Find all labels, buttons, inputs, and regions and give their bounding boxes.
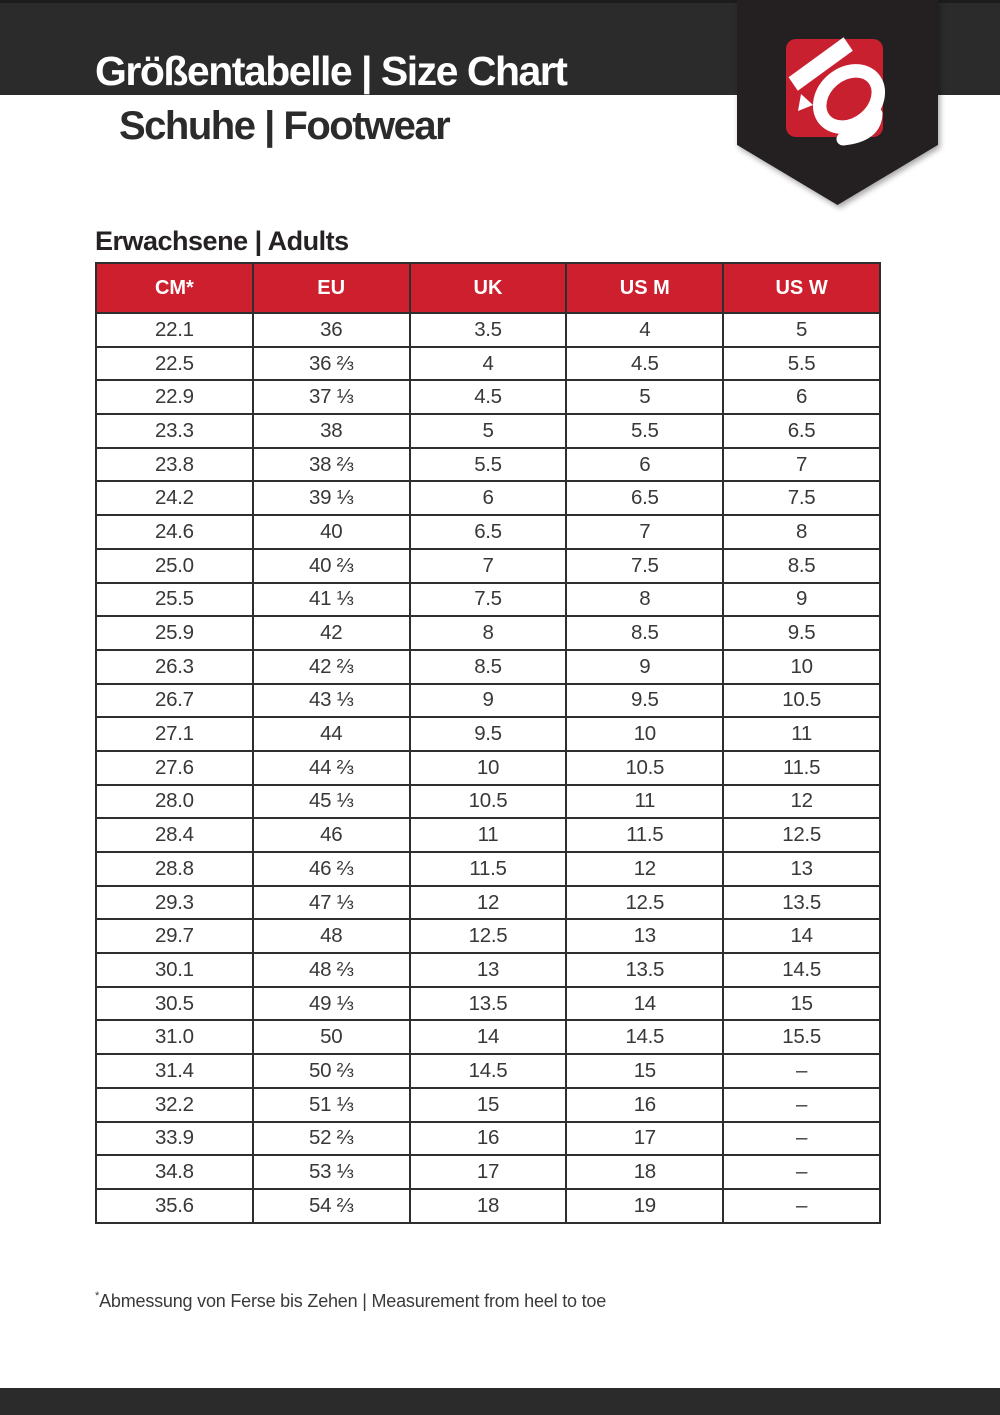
size-cell: 23.8 xyxy=(96,448,253,482)
size-cell: 18 xyxy=(410,1189,567,1223)
size-cell: 12 xyxy=(410,886,567,920)
size-cell: 8 xyxy=(410,616,567,650)
size-cell: 26.7 xyxy=(96,684,253,718)
size-cell: 13 xyxy=(566,919,723,953)
size-cell: 40 xyxy=(253,515,410,549)
size-cell: 6.5 xyxy=(566,481,723,515)
size-cell: 4 xyxy=(566,313,723,347)
footer-band xyxy=(0,1388,1000,1415)
size-cell: 14 xyxy=(723,919,880,953)
size-cell: 44 ⅔ xyxy=(253,751,410,785)
size-cell: 9.5 xyxy=(723,616,880,650)
page-subtitle: Schuhe | Footwear xyxy=(119,104,450,148)
size-cell: 10 xyxy=(723,650,880,684)
size-cell: 4.5 xyxy=(566,347,723,381)
size-cell: 12.5 xyxy=(723,818,880,852)
size-cell: 16 xyxy=(410,1122,567,1156)
size-cell: 50 ⅔ xyxy=(253,1054,410,1088)
table-row xyxy=(96,684,880,718)
size-cell: 7 xyxy=(723,448,880,482)
brand-pennant xyxy=(737,0,938,210)
size-cell: 5.5 xyxy=(566,414,723,448)
size-cell: 38 xyxy=(253,414,410,448)
size-cell: 39 ⅓ xyxy=(253,481,410,515)
size-cell: 54 ⅔ xyxy=(253,1189,410,1223)
table-row xyxy=(96,616,880,650)
size-cell: 32.2 xyxy=(96,1088,253,1122)
size-cell: 11 xyxy=(410,818,567,852)
table-row xyxy=(96,448,880,482)
table-row xyxy=(96,414,880,448)
size-cell: 8 xyxy=(723,515,880,549)
size-cell: 40 ⅔ xyxy=(253,549,410,583)
size-cell: 5.5 xyxy=(723,347,880,381)
size-cell: 49 ⅓ xyxy=(253,987,410,1021)
size-cell: 18 xyxy=(566,1155,723,1189)
size-cell: 52 ⅔ xyxy=(253,1122,410,1156)
size-cell: 15 xyxy=(723,987,880,1021)
size-cell: 47 ⅓ xyxy=(253,886,410,920)
size-cell: 6.5 xyxy=(723,414,880,448)
size-cell: 17 xyxy=(410,1155,567,1189)
column-header: US W xyxy=(723,263,880,313)
size-cell: 14.5 xyxy=(410,1054,567,1088)
size-cell: 9 xyxy=(410,684,567,718)
size-cell: 33.9 xyxy=(96,1122,253,1156)
size-cell: 27.1 xyxy=(96,717,253,751)
size-cell: 41 ⅓ xyxy=(253,583,410,617)
size-cell: 17 xyxy=(566,1122,723,1156)
size-cell: 9 xyxy=(566,650,723,684)
size-cell: – xyxy=(723,1088,880,1122)
size-cell: 15 xyxy=(410,1088,567,1122)
size-cell: 6 xyxy=(723,380,880,414)
size-cell: 12 xyxy=(566,852,723,886)
size-cell: 10 xyxy=(566,717,723,751)
size-cell: 7 xyxy=(410,549,567,583)
table-row xyxy=(96,953,880,987)
size-cell: 25.0 xyxy=(96,549,253,583)
size-cell: 11 xyxy=(723,717,880,751)
size-cell: 46 ⅔ xyxy=(253,852,410,886)
column-header: EU xyxy=(253,263,410,313)
size-cell: 35.6 xyxy=(96,1189,253,1223)
size-cell: 5 xyxy=(566,380,723,414)
size-cell: 34.8 xyxy=(96,1155,253,1189)
table-row xyxy=(96,751,880,785)
size-cell: 22.9 xyxy=(96,380,253,414)
size-cell: 10.5 xyxy=(723,684,880,718)
size-cell: 13.5 xyxy=(410,987,567,1021)
size-cell: 4.5 xyxy=(410,380,567,414)
table-row xyxy=(96,785,880,819)
size-cell: 22.1 xyxy=(96,313,253,347)
size-cell: 13.5 xyxy=(566,953,723,987)
table-row xyxy=(96,1020,880,1054)
table-row xyxy=(96,1054,880,1088)
size-cell: 13.5 xyxy=(723,886,880,920)
size-cell: 5.5 xyxy=(410,448,567,482)
size-cell: 51 ⅓ xyxy=(253,1088,410,1122)
size-cell: 27.6 xyxy=(96,751,253,785)
size-cell: 8.5 xyxy=(410,650,567,684)
size-cell: 11.5 xyxy=(566,818,723,852)
size-cell: 14 xyxy=(566,987,723,1021)
size-cell: 44 xyxy=(253,717,410,751)
size-cell: 25.5 xyxy=(96,583,253,617)
size-cell: 8 xyxy=(566,583,723,617)
size-cell: 8.5 xyxy=(566,616,723,650)
size-cell: 12.5 xyxy=(566,886,723,920)
size-cell: 11 xyxy=(566,785,723,819)
size-cell: 36 xyxy=(253,313,410,347)
size-cell: 42 xyxy=(253,616,410,650)
size-cell: 10.5 xyxy=(566,751,723,785)
column-header: UK xyxy=(410,263,567,313)
size-table-head xyxy=(96,263,880,313)
size-cell: 12.5 xyxy=(410,919,567,953)
size-cell: 38 ⅔ xyxy=(253,448,410,482)
size-cell: – xyxy=(723,1122,880,1156)
table-row xyxy=(96,380,880,414)
table-row xyxy=(96,583,880,617)
table-row xyxy=(96,886,880,920)
size-cell: 7.5 xyxy=(566,549,723,583)
size-cell: 14 xyxy=(410,1020,567,1054)
size-cell: 25.9 xyxy=(96,616,253,650)
page-title: Größentabelle | Size Chart xyxy=(95,48,567,94)
size-cell: 6 xyxy=(566,448,723,482)
size-cell: 24.2 xyxy=(96,481,253,515)
size-cell: 31.4 xyxy=(96,1054,253,1088)
size-cell: 36 ⅔ xyxy=(253,347,410,381)
size-cell: 50 xyxy=(253,1020,410,1054)
size-cell: 11.5 xyxy=(723,751,880,785)
size-cell: 14.5 xyxy=(723,953,880,987)
size-cell: 43 ⅓ xyxy=(253,684,410,718)
table-row xyxy=(96,852,880,886)
table-row xyxy=(96,1189,880,1223)
size-cell: 9 xyxy=(723,583,880,617)
size-cell: 30.5 xyxy=(96,987,253,1021)
table-row xyxy=(96,987,880,1021)
size-cell: 46 xyxy=(253,818,410,852)
size-cell: – xyxy=(723,1155,880,1189)
table-row xyxy=(96,549,880,583)
size-cell: 28.4 xyxy=(96,818,253,852)
size-cell: 7.5 xyxy=(410,583,567,617)
footnote-marker: * xyxy=(95,1290,100,1302)
table-row xyxy=(96,1122,880,1156)
size-cell: 10.5 xyxy=(410,785,567,819)
table-row xyxy=(96,313,880,347)
size-cell: 9.5 xyxy=(566,684,723,718)
table-row xyxy=(96,1088,880,1122)
size-cell: 3.5 xyxy=(410,313,567,347)
size-cell: 30.1 xyxy=(96,953,253,987)
size-cell: 11.5 xyxy=(410,852,567,886)
size-cell: 53 ⅓ xyxy=(253,1155,410,1189)
size-cell: 15.5 xyxy=(723,1020,880,1054)
table-row xyxy=(96,818,880,852)
table-row xyxy=(96,919,880,953)
size-cell: 8.5 xyxy=(723,549,880,583)
size-table xyxy=(95,262,881,1224)
size-cell: 19 xyxy=(566,1189,723,1223)
size-cell: 23.3 xyxy=(96,414,253,448)
size-cell: 24.6 xyxy=(96,515,253,549)
table-header-row xyxy=(96,263,880,313)
size-cell: 7.5 xyxy=(723,481,880,515)
size-cell: 13 xyxy=(410,953,567,987)
size-cell: 31.0 xyxy=(96,1020,253,1054)
size-cell: 9.5 xyxy=(410,717,567,751)
section-title: Erwachsene | Adults xyxy=(95,226,349,256)
size-cell: – xyxy=(723,1054,880,1088)
size-cell: 13 xyxy=(723,852,880,886)
size-cell: 42 ⅔ xyxy=(253,650,410,684)
column-header: US M xyxy=(566,263,723,313)
table-row xyxy=(96,481,880,515)
size-cell: 10 xyxy=(410,751,567,785)
table-row xyxy=(96,347,880,381)
five-ten-logo-icon xyxy=(779,32,903,156)
footnote xyxy=(95,1291,606,1312)
size-table-body xyxy=(96,313,880,1223)
size-cell: 14.5 xyxy=(566,1020,723,1054)
size-cell: 48 xyxy=(253,919,410,953)
footnote-text: Abmessung von Ferse bis Zehen | Measurement from heel to toe xyxy=(99,1291,607,1311)
size-cell: 29.7 xyxy=(96,919,253,953)
table-row xyxy=(96,1155,880,1189)
size-cell: 22.5 xyxy=(96,347,253,381)
size-cell: 45 ⅓ xyxy=(253,785,410,819)
size-cell: 12 xyxy=(723,785,880,819)
size-cell: 15 xyxy=(566,1054,723,1088)
size-cell: 29.3 xyxy=(96,886,253,920)
table-row xyxy=(96,717,880,751)
column-header: CM* xyxy=(96,263,253,313)
size-cell: 48 ⅔ xyxy=(253,953,410,987)
size-cell: 26.3 xyxy=(96,650,253,684)
size-cell: 28.0 xyxy=(96,785,253,819)
size-cell: 4 xyxy=(410,347,567,381)
table-row xyxy=(96,515,880,549)
size-cell: 6.5 xyxy=(410,515,567,549)
size-cell: 28.8 xyxy=(96,852,253,886)
size-cell: 37 ⅓ xyxy=(253,380,410,414)
size-cell: – xyxy=(723,1189,880,1223)
size-cell: 5 xyxy=(723,313,880,347)
size-cell: 7 xyxy=(566,515,723,549)
size-cell: 6 xyxy=(410,481,567,515)
size-cell: 16 xyxy=(566,1088,723,1122)
table-row xyxy=(96,650,880,684)
size-cell: 5 xyxy=(410,414,567,448)
